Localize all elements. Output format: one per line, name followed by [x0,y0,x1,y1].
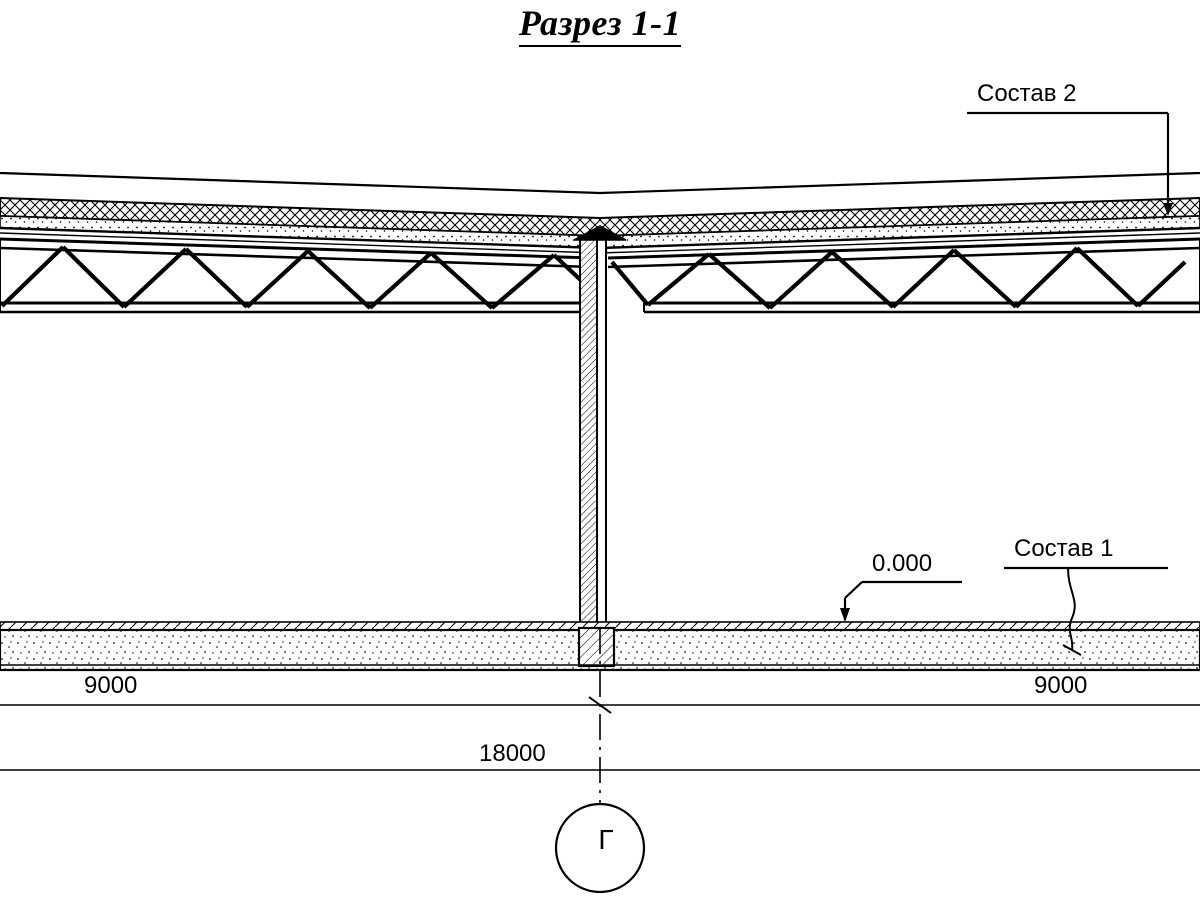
level-mark-0000 [840,582,962,622]
dimension-right-span: 9000 [1034,672,1088,699]
dimension-total-span: 18000 [479,740,546,767]
column-base-overlay [579,628,614,666]
floor-buildup-label: Состав 1 [1014,535,1114,562]
page-title [0,2,1200,44]
roof-buildup-label: Состав 2 [977,80,1077,107]
level-mark-label: 0.000 [872,550,933,577]
center-column [574,226,626,664]
dimension-left-span: 9000 [84,672,138,699]
roof-top-line [0,173,1200,193]
axis-label: Г [598,824,614,855]
page-title-text: Разрез 1-1 [519,3,681,47]
